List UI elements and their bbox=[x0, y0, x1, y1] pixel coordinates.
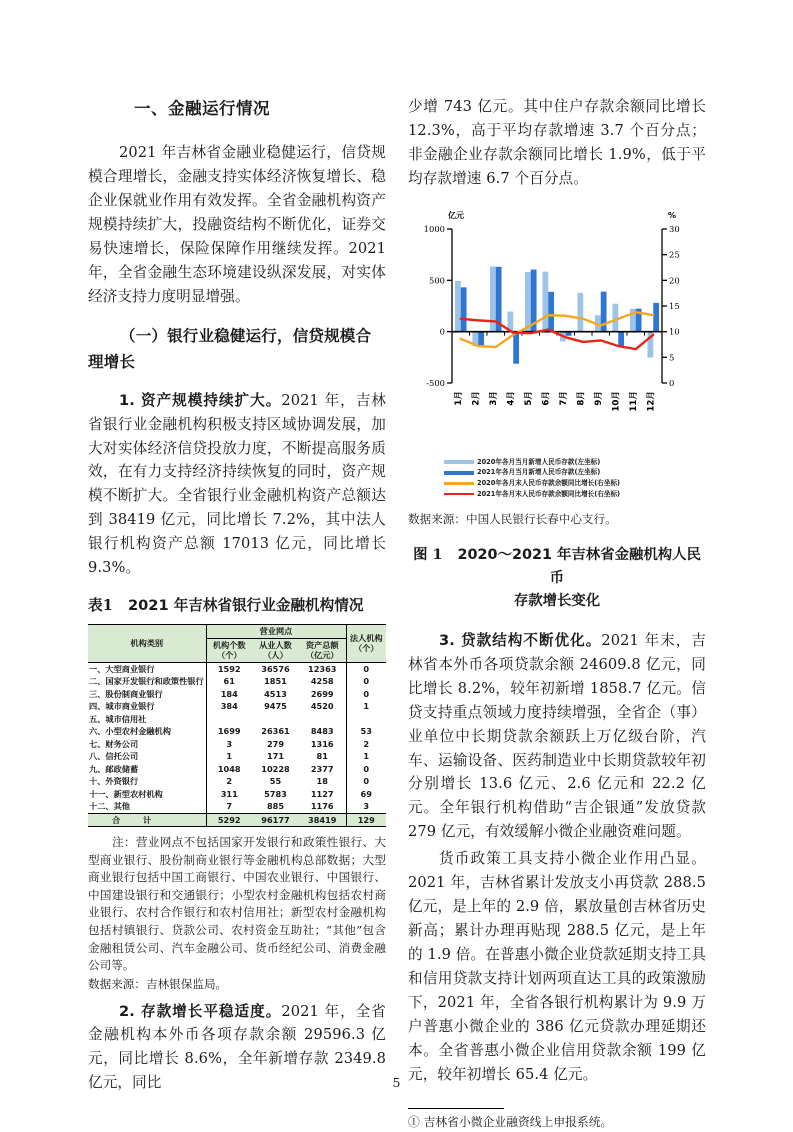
cell-category: 七、财务公司 bbox=[89, 738, 139, 749]
legend-swatch bbox=[444, 460, 474, 464]
table-row bbox=[88, 763, 386, 776]
table-note: 注：营业网点不包括国家开发银行和政策性银行、大型商业银行、股份制商业银行等金融机构总部数据；大型商业银行包括中国工商银行、中国农业银行、中国银行、中国建设银行和交通银行；小型农村金融机构包括农村商业银行、农村合作银行和农村信用社；新型农村金融机构包括村镇银行、贷款公司、农村资金互助社；“其他”包含金融租赁公司、汽车金融公司、货币经纪公司、消费金融公司等。 bbox=[88, 835, 386, 973]
table-row bbox=[88, 662, 386, 675]
item1-lead: 1. 资产规模持续扩大。 bbox=[119, 391, 282, 409]
cell-assets: 4258 bbox=[299, 675, 346, 688]
x-tick-label: 2月 bbox=[471, 390, 482, 406]
th-branch-group: 营业网点 bbox=[206, 625, 346, 639]
figure-1 bbox=[408, 205, 706, 613]
total-assets: 38419 bbox=[299, 813, 346, 827]
cell-category: 八、信托公司 bbox=[89, 751, 139, 762]
intro-paragraph: 2021 年吉林省金融业稳健运行，信贷规模合理增长，金融支持实体经济恢复增长、稳企业保就业作用有效发挥。全省金融机构资产规模持续扩大，投融资结构不断优化，证券交易快速增长，保险保障作用继续发挥。2021 年，全省金融生态环境建设纵深发展，对实体经济支持力度明显增强。 bbox=[88, 144, 386, 305]
cell-assets: 2699 bbox=[299, 688, 346, 701]
cell-legal: 2 bbox=[363, 738, 370, 749]
item2-lead: 2. 存款增长平稳适度。 bbox=[119, 1002, 282, 1020]
table-row bbox=[88, 713, 386, 726]
x-tick-label: 3月 bbox=[488, 390, 499, 406]
figure-caption-label: 图 1 bbox=[413, 545, 443, 563]
chart-bar bbox=[525, 272, 531, 332]
cell-staff: 1851 bbox=[264, 676, 287, 687]
legend-swatch bbox=[444, 471, 474, 475]
th-staff-l1: 从业人数 bbox=[259, 639, 292, 650]
item2-text: 2021 年，全省金融机构本外币各项存款余额 29596.3 亿元，同比增长 8.6%，全年新增存款 2349.8 亿元，同比 bbox=[88, 1002, 387, 1092]
legend-item bbox=[444, 489, 706, 500]
th-assets bbox=[299, 638, 346, 662]
y2-tick-label: 0 bbox=[669, 377, 675, 388]
cell-count: 7 bbox=[206, 800, 252, 813]
table-row bbox=[88, 688, 386, 701]
y2-tick-label: 15 bbox=[669, 300, 680, 311]
th-staff-l2: （人） bbox=[263, 650, 288, 661]
table-source: 数据来源：吉林银保监局。 bbox=[88, 976, 228, 991]
legend-swatch bbox=[444, 482, 474, 484]
table-row bbox=[88, 788, 386, 801]
th-legal-entity-l2: （个） bbox=[353, 643, 379, 654]
cell-assets: 1176 bbox=[299, 800, 346, 813]
cell-staff: 10228 bbox=[261, 763, 290, 774]
cell-count bbox=[206, 713, 252, 726]
chart-bar bbox=[461, 287, 467, 331]
cell-legal: 3 bbox=[363, 801, 370, 812]
y-tick-label: -500 bbox=[426, 377, 445, 388]
y2-tick-label: 30 bbox=[669, 223, 680, 234]
th-legal-entity-l1: 法人机构 bbox=[349, 632, 383, 643]
legend-item bbox=[444, 478, 706, 489]
figure-source: 数据来源：中国人民银行长春中心支行。 bbox=[408, 512, 617, 527]
cell-legal: 53 bbox=[360, 726, 372, 737]
cell-legal: 69 bbox=[360, 788, 372, 799]
left-column bbox=[88, 95, 386, 1098]
x-tick-label: 8月 bbox=[576, 390, 587, 406]
cell-staff: 279 bbox=[266, 738, 285, 749]
total-legal: 129 bbox=[346, 813, 386, 827]
x-tick-label: 9月 bbox=[593, 390, 604, 406]
subsection-title: （一）银行业稳健运行，信贷规模合理增长 bbox=[88, 327, 372, 371]
x-tick-label: 4月 bbox=[506, 390, 517, 406]
cell-count: 61 bbox=[206, 675, 252, 688]
x-tick-label: 6月 bbox=[541, 390, 552, 406]
cell-category: 二、国家开发银行和政策性银行 bbox=[89, 676, 204, 687]
y2-tick-label: 25 bbox=[669, 249, 680, 260]
legend-item bbox=[444, 467, 706, 478]
table-row bbox=[88, 700, 386, 713]
table-caption bbox=[88, 594, 386, 615]
total-staff: 96177 bbox=[252, 813, 299, 827]
table-row bbox=[88, 725, 386, 738]
chart-bar bbox=[653, 303, 659, 332]
item3-paragraph bbox=[408, 629, 706, 844]
figure-caption bbox=[408, 543, 706, 613]
chart-bar bbox=[455, 281, 461, 332]
deposit-growth-chart bbox=[408, 205, 706, 453]
chart-bar bbox=[618, 331, 624, 347]
cell-staff: 5783 bbox=[264, 788, 287, 799]
chart-legend bbox=[408, 457, 706, 500]
para4-paragraph: 货币政策工具支持小微企业作用凸显。2021 年，吉林省累计发放支小再贷款 288.5 亿元，是上年的 2.9 倍，累放量创吉林省历史新高；累计办理再贴现 288.5 亿元，是上年的 1.9 倍。在普惠小微企业贷款延期支持工具和信用贷款支持计划两项直达工具的政策激励下，2021 年，全省各银行机构累计为 9.9 万户普惠小微企业的 386 亿元贷款办理延期还本。全省普惠小微企业信用贷款余额 199 亿元，较年初增长 65.4 亿元。 bbox=[408, 850, 706, 1083]
cell-staff: 26361 bbox=[261, 726, 290, 737]
cell-legal: 1 bbox=[363, 701, 370, 712]
legend-item bbox=[444, 457, 706, 468]
cell-category: 六、小型农村金融机构 bbox=[89, 726, 171, 737]
chart-bar bbox=[612, 303, 618, 331]
cell-assets: 12363 bbox=[299, 662, 346, 675]
total-count: 5292 bbox=[206, 813, 252, 827]
x-tick-label: 11月 bbox=[628, 390, 639, 412]
y-tick-label: 500 bbox=[429, 275, 445, 286]
page-number: 5 bbox=[392, 1075, 401, 1090]
chart-bar bbox=[548, 292, 554, 332]
x-tick-label: 12月 bbox=[646, 390, 657, 412]
cell-staff: 36576 bbox=[252, 662, 299, 675]
table-row bbox=[88, 775, 386, 788]
cell-count: 1592 bbox=[206, 662, 252, 675]
legend-swatch bbox=[444, 493, 474, 495]
cell-assets: 8483 bbox=[299, 725, 346, 738]
table-caption-label: 表1 bbox=[88, 597, 113, 615]
item1-paragraph bbox=[88, 389, 386, 580]
th-count-l2: （个） bbox=[216, 650, 242, 661]
footnote-text: 吉林省小微企业融资线上申报系统。 bbox=[423, 1115, 613, 1130]
item1-text: 2021 年，吉林省银行业金融机构积极支持区域协调发展，加大对实体经济信贷投放力度，不断提高服务质效，在有力支持经济持续恢复的同时，资产规模不断扩大。全省银行业金融机构资产总额达到 38419 亿元，同比增长 7.2%，其中法人银行机构资产总额 17013 亿元，同比增长 9.3%。 bbox=[88, 391, 387, 577]
cell-assets: 18 bbox=[299, 775, 346, 788]
legend-label: 2020年各月当月新增人民币存款(左坐标) bbox=[477, 457, 601, 466]
total-label: 合 计 bbox=[88, 813, 206, 827]
bank-institutions-table bbox=[88, 624, 386, 827]
cell-category: 五、城市信用社 bbox=[89, 713, 147, 724]
right-column bbox=[408, 95, 706, 1132]
cell-count: 311 bbox=[206, 788, 252, 801]
cell-count: 184 bbox=[206, 688, 252, 701]
cell-staff: 9475 bbox=[264, 701, 287, 712]
cell-count: 1 bbox=[206, 750, 252, 763]
cell-legal: 0 bbox=[346, 662, 386, 675]
y-axis-unit: 亿元 bbox=[448, 210, 464, 220]
legend-label: 2021年各月末人民币存款余额同比增长(右坐标) bbox=[477, 489, 621, 498]
cell-staff: 885 bbox=[266, 801, 285, 812]
chart-svg bbox=[408, 205, 706, 453]
figure-caption-line1: 2020～2021 年吉林省金融机构人民币 bbox=[457, 546, 701, 586]
cell-category: 四、城市商业银行 bbox=[89, 701, 155, 712]
chart-bar bbox=[577, 293, 583, 332]
cell-count: 3 bbox=[206, 738, 252, 751]
y-tick-label: 1000 bbox=[423, 223, 445, 234]
table-total-row bbox=[88, 813, 386, 827]
chart-line bbox=[461, 312, 654, 347]
th-assets-l2: （亿元） bbox=[305, 650, 339, 661]
cell-legal: 0 bbox=[363, 763, 370, 774]
cell-legal: 0 bbox=[363, 676, 370, 687]
y2-tick-label: 10 bbox=[669, 326, 680, 337]
x-tick-label: 5月 bbox=[523, 390, 534, 406]
cell-legal: 0 bbox=[363, 688, 370, 699]
cell-count: 2 bbox=[206, 775, 252, 788]
table-header bbox=[88, 625, 386, 663]
cell-staff: 4513 bbox=[264, 688, 287, 699]
item3-text: 2021 年末，吉林省本外币各项贷款余额 24609.8 亿元，同比增长 8.2%，较年初新增 1858.7 亿元。信贷支持重点领域力度持续增强，全省企（事）业单位中长期贷款余额跃上万亿级台阶，汽车、运输设备、医药制造业中长期贷款较年初分别增长 13.6 亿元、2.6 亿元和 22.2 亿元。全年银行机构借助“吉企银通”发放贷款 279 亿元，有效缓解小微企业融资难问题。 bbox=[408, 631, 707, 841]
cell-assets: 1127 bbox=[299, 788, 346, 801]
cell-count: 1048 bbox=[206, 763, 252, 776]
x-tick-label: 10月 bbox=[611, 390, 622, 412]
cell-staff: 55 bbox=[269, 776, 282, 787]
cell-assets: 2377 bbox=[299, 763, 346, 776]
cell-legal: 0 bbox=[363, 776, 370, 787]
cell-count: 384 bbox=[206, 700, 252, 713]
cell-category: 十二、其他 bbox=[89, 801, 130, 812]
section-title: 一、金融运行情况 bbox=[134, 99, 270, 118]
y2-tick-label: 5 bbox=[669, 352, 675, 363]
cell-legal bbox=[346, 713, 386, 726]
cell-category: 九、邮政储蓄 bbox=[89, 763, 139, 774]
th-category: 机构类别 bbox=[88, 625, 206, 663]
cell-assets: 81 bbox=[299, 750, 346, 763]
cell-category: 三、股份制商业银行 bbox=[89, 688, 163, 699]
chart-line bbox=[461, 319, 654, 349]
footnote bbox=[408, 1114, 706, 1132]
cell-staff: 171 bbox=[266, 751, 285, 762]
footnote-marker: ① bbox=[408, 1115, 420, 1130]
cell-category: 一、大型商业银行 bbox=[88, 662, 206, 675]
table-footer bbox=[88, 813, 386, 827]
cell-category: 十一、新型农村机构 bbox=[89, 788, 163, 799]
th-staff bbox=[252, 638, 299, 662]
y-tick-label: 0 bbox=[439, 326, 445, 337]
cell-assets: 4520 bbox=[299, 700, 346, 713]
th-count-l1: 机构个数 bbox=[212, 639, 246, 650]
y2-axis-unit: % bbox=[668, 210, 677, 220]
table-row bbox=[88, 800, 386, 813]
chart-bar bbox=[478, 331, 484, 346]
item3-lead: 3. 贷款结构不断优化。 bbox=[439, 631, 602, 649]
x-tick-label: 1月 bbox=[453, 390, 464, 406]
table-row bbox=[88, 675, 386, 688]
table-body bbox=[88, 662, 386, 813]
table-caption-text: 2021 年吉林省银行业金融机构情况 bbox=[128, 597, 364, 615]
chart-bar bbox=[513, 331, 519, 363]
legend-label: 2020年各月末人民币存款余额同比增长(右坐标) bbox=[477, 479, 621, 488]
table-row bbox=[88, 738, 386, 751]
th-legal-entity bbox=[346, 625, 386, 663]
cell-assets bbox=[299, 713, 346, 726]
x-tick-label: 7月 bbox=[558, 390, 569, 406]
cell-staff bbox=[252, 713, 299, 726]
y2-tick-label: 20 bbox=[669, 275, 680, 286]
cell-legal: 1 bbox=[363, 751, 370, 762]
table-row bbox=[88, 750, 386, 763]
cell-assets: 1316 bbox=[299, 738, 346, 751]
cell-count: 1699 bbox=[206, 725, 252, 738]
th-count bbox=[206, 638, 252, 662]
continuation-paragraph: 少增 743 亿元。其中住户存款余额同比增长 12.3%，高于平均存款增速 3.7 个百分点；非金融企业存款余额同比增长 1.9%，低于平均存款增速 6.7 个百分点。 bbox=[408, 98, 706, 187]
figure-caption-line2: 存款增长变化 bbox=[513, 592, 601, 609]
th-assets-l1: 资产总额 bbox=[305, 639, 339, 650]
legend-label: 2021年各月当月新增人民币存款(左坐标) bbox=[477, 468, 601, 477]
footnote-divider bbox=[408, 1108, 504, 1109]
cell-category: 十、外资银行 bbox=[89, 776, 139, 787]
chart-bar bbox=[542, 271, 548, 331]
